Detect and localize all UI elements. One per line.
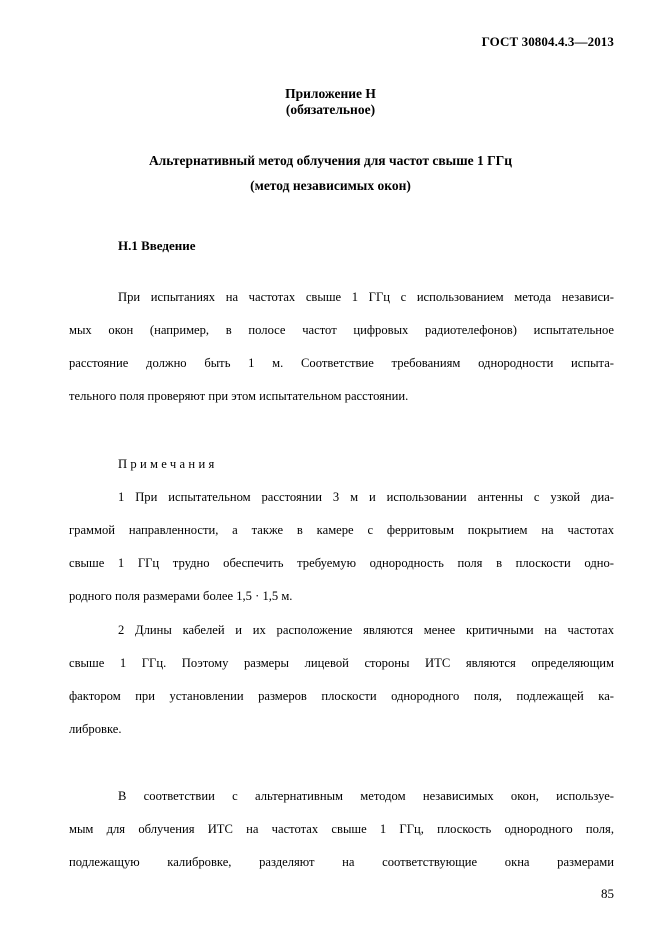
annex-heading-line-1: Альтернативный метод облучения для частот свыше 1 ГГц bbox=[148, 153, 513, 168]
paragraph-1-line-3: расстояние должно быть 1 м. Соответствие требованиям однородности испыта- bbox=[69, 356, 614, 370]
note-2-line-1: 2 Длины кабелей и их расположение являются менее критичными на частотах bbox=[118, 623, 614, 637]
note-1-line-1: 1 При испытательном расстоянии 3 м и использовании антенны с узкой диа- bbox=[118, 490, 614, 504]
document-code: ГОСТ 30804.4.3—2013 bbox=[481, 34, 614, 49]
note-1-line-3: свыше 1 ГГц трудно обеспечить требуемую однородность поля в плоскости одно- bbox=[69, 556, 614, 570]
annex-title: Приложение Н bbox=[285, 86, 376, 101]
note-2-line-3: фактором при установлении размеров плоскости однородного поля, подлежащей ка- bbox=[69, 689, 614, 703]
paragraph-2-line-1: В соответствии с альтернативным методом независимых окон, используе- bbox=[118, 789, 614, 803]
paragraph-2-line-3: подлежащую калибровке, разделяют на соответствующие окна размерами bbox=[69, 855, 614, 869]
paragraph-1-line-1: При испытаниях на частотах свыше 1 ГГц с использованием метода независи- bbox=[118, 290, 614, 304]
annex-status: (обязательное) bbox=[285, 102, 376, 117]
note-1-line-4: родного поля размерами более 1,5 · 1,5 м. bbox=[69, 589, 293, 603]
paragraph-2-line-2: мым для облучения ИТС на частотах свыше 1 ГГц, плоскость однородного поля, bbox=[69, 822, 614, 836]
note-2-line-2: свыше 1 ГГц. Поэтому размеры лицевой стороны ИТС являются определяющим bbox=[69, 656, 614, 670]
annex-heading-line-2: (метод независимых окон) bbox=[250, 178, 411, 193]
note-1-line-2: граммой направленности, а также в камере с ферритовым покрытием на частотах bbox=[69, 523, 614, 537]
section-heading: Н.1 Введение bbox=[118, 238, 196, 253]
paragraph-1-line-4: тельного поля проверяют при этом испытательном расстоянии. bbox=[69, 389, 409, 403]
paragraph-1-line-2: мых окон (например, в полосе частот цифровых радиотелефонов) испытательное bbox=[69, 323, 614, 337]
note-2-line-4: либровке. bbox=[69, 722, 122, 736]
notes-label: Примечания bbox=[118, 457, 218, 471]
page-number: 85 bbox=[601, 886, 614, 901]
